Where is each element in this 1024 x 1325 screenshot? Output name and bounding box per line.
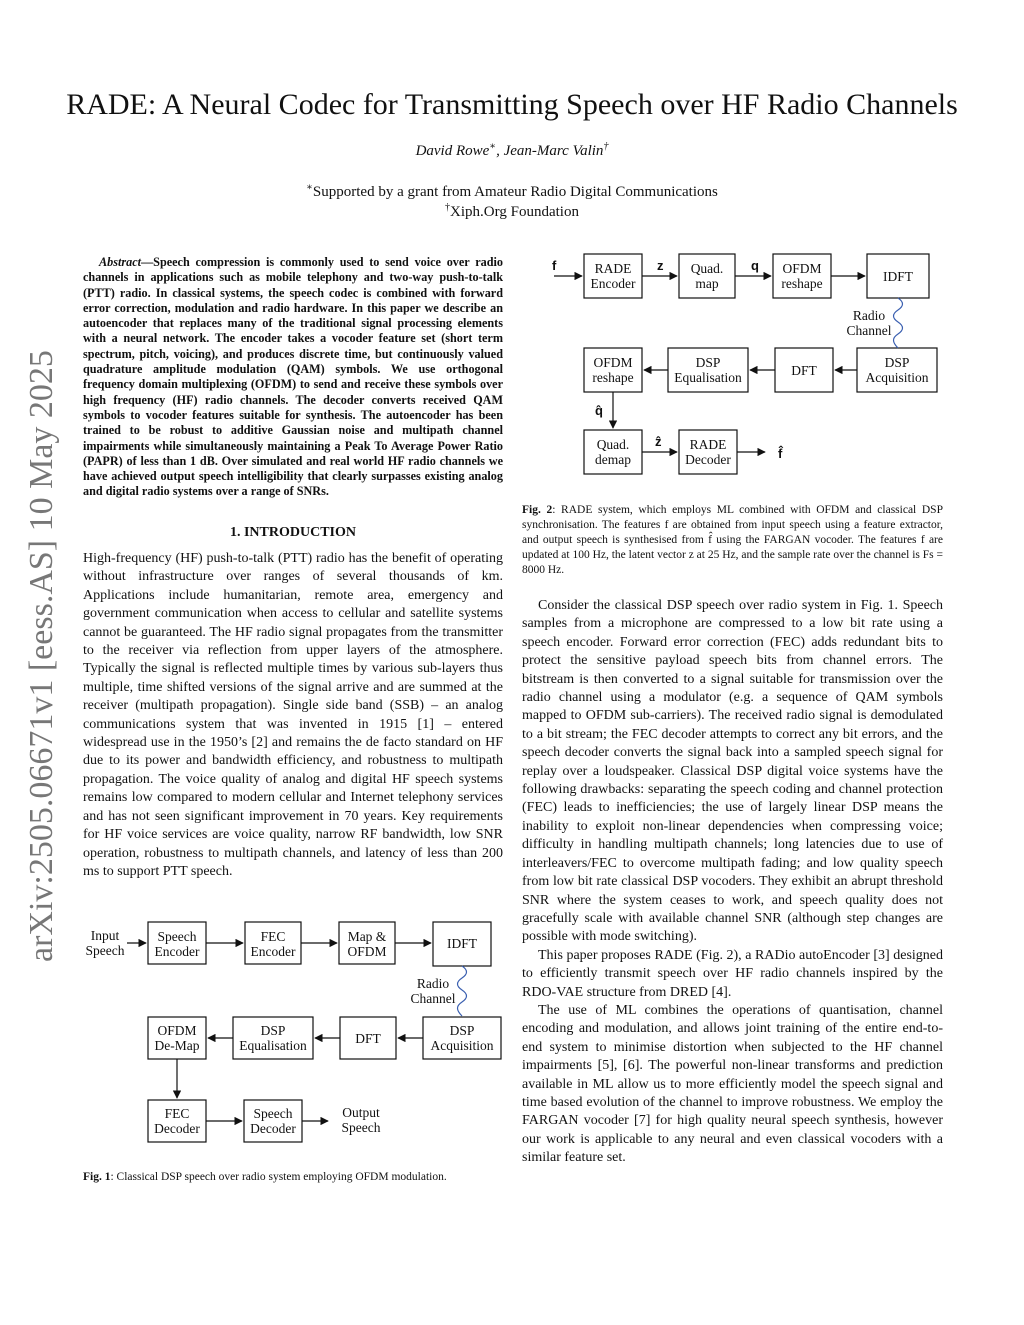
fig2-ofdm-reshape-rx-label-1: OFDM: [593, 355, 633, 370]
fig2-rade-encoder-label-1: RADE: [594, 261, 632, 276]
fig2-ofdm-reshape-label-1: OFDM: [782, 261, 822, 276]
fig1-output-label-1: Output: [342, 1105, 380, 1120]
fig1-input-label-1: Input: [90, 928, 120, 943]
fig2-symbol-f-hat: f̂: [778, 446, 783, 461]
fig1-ofdm-demap-label-2: De-Map: [154, 1038, 200, 1053]
intro-paragraph-2: Consider the classical DSP speech over radio system in Fig. 1. Speech samples from a microphone are compressed to a low bit rate using a speech encoder. Forward error correction (FEC) adds redundant bits to protect the sensitive payload speech bits from channel errors. The bitstream is then converted to a signal suitable for transmission over the radio channel using a modulator (e.g. a sequence of QAM symbols mapped to OFDM sub-carriers). The received radio signal is demodulated to a bit stream; the FEC decoder attempts to correct any bit errors, and the speech decoder converts the signal back into a sampled speech signal for replay over a loudspeaker. Classical DSP digital voice systems have the following drawbacks: separating the speech coding and channel protection (FEC) leads to inefficiencies; the use of largely linear DSP means the inability to exploit non-linear dependencies when compressing voice; difficulty in handling multipath channels; long latencies due to use of interleavers/FEC to overcome multipath fading; and low quality speech from low bit rate classical DSP vocoders. They exhibit an abrupt threshold SNR where the system ceases to work, and speech quality does not gracefully scale with available channel SNR (although step changes are possible with mode switching).: [522, 598, 943, 945]
fig1-dsp-eq-label-1: DSP: [260, 1023, 286, 1038]
fig2-dsp-eq-label-1: DSP: [695, 355, 721, 370]
fig2-symbol-z-hat: ẑ: [655, 434, 662, 449]
affiliation-2: [60, 204, 964, 221]
fig1-map-label-1: Map &: [347, 929, 387, 944]
abstract-label: Abstract: [99, 255, 141, 269]
fig2-quad-map-label-1: Quad.: [690, 261, 724, 276]
arxiv-identifier: arXiv:2505.06671v1 [eess.AS] 10 May 2025: [23, 350, 60, 962]
intro-paragraph-3: This paper proposes RADE (Fig. 2), a RADio autoEncoder [3] designed to efficiently transmit speech over HF radio channels inspired by the RDO-VAE structure from DRED [4].: [522, 947, 943, 1000]
fig1-dsp-acq-label-2: Acquisition: [430, 1038, 494, 1053]
fig1-caption-label: Fig. 1: [83, 1171, 111, 1183]
authors: [60, 143, 964, 160]
affiliation-1-mark: ∗: [306, 182, 313, 193]
fig2-caption-label: Fig. 2: [522, 504, 553, 516]
fig1-speech-encoder-label-2: Encoder: [154, 944, 200, 959]
fig2-rade-encoder-label-2: Encoder: [590, 276, 636, 291]
affiliation-2-mark: †: [445, 202, 451, 213]
affiliation-1: [60, 184, 964, 201]
abstract-text: Speech compression is commonly used to send voice over radio channels in applications such as mobile telephony and two-way push-to-talk (PTT) radio. In classical systems, the speech codec is combined with forward error correction, modulation and radio hardware. In this paper we describe an autoencoder that replaces many of the traditional signal processing elements with a neural network. The encoder takes a vocoder feature set (short term spectrum, pitch, voicing), and produces discrete time, but continuously valued quadrature amplitude modulation (QAM) symbols. We use orthogonal frequency domain multiplexing (OFDM) to send and receive these symbols over high frequency (HF) radio channels. The decoder converts received QAM symbols to vocoder features suitable for synthesis. The autoencoder has been trained to be robust to additive Gaussian noise and multipath channel impairments while simultaneously maintaining a Peak To Average Power Ratio (PAPR) of less than 1 dB. Over simulated and real world HF radio channels we have achieved output speech intelligibility that clearly surpasses existing analog and digital radio systems over a range of SNRs.: [83, 255, 503, 499]
affiliation-1-text: Supported by a grant from Amateur Radio Digital Communications: [312, 184, 718, 200]
fig2-rade-decoder-label-1: RADE: [689, 437, 727, 452]
fig2-quad-demap-label-1: Quad.: [596, 437, 630, 452]
fig1-ofdm-demap-label-1: OFDM: [157, 1023, 197, 1038]
fig2-radio-label-1: Radio: [852, 308, 886, 323]
intro-paragraph-4: The use of ML combines the operations of quantisation, channel encoding and modulation, and allows joint training of the entire end-to-end system to minimise distortion when subjected to the HF channel impairments [5], [6]. The powerful non-linear transforms and prediction available in ML allow us to more efficiently model the speech signal and time based evolution of the channel to improve robustness. We employ the FARGAN vocoder [7] for high quality neural speech synthesis, however our work is applicable to any neural and even classical vocoders with a similar feature set.: [522, 1002, 943, 1166]
fig2-symbol-q-hat: q̂: [595, 403, 603, 418]
fig1-diagram: [83, 910, 513, 1160]
fig1-radio-channel-squiggle: [458, 966, 467, 1016]
author-2-mark: †: [603, 141, 609, 152]
fig1-caption: [83, 1170, 508, 1185]
fig1-output-label-2: Speech: [341, 1120, 381, 1135]
fig2-radio-label-2: Channel: [846, 323, 892, 338]
fig1-fec-decoder-label-1: FEC: [164, 1106, 190, 1121]
fig1-caption-text: : Classical DSP speech over radio system employing OFDM modulation.: [110, 1171, 447, 1183]
fig2-dsp-eq-label-2: Equalisation: [674, 370, 742, 385]
fig1-radio-label-1: Radio: [416, 976, 450, 991]
author-separator: ,: [496, 143, 504, 159]
fig1-fec-decoder-label-2: Decoder: [154, 1121, 200, 1136]
fig2-diagram: [540, 248, 950, 488]
fig1-map-label-2: OFDM: [347, 944, 387, 959]
fig1-speech-decoder-label-2: Decoder: [250, 1121, 296, 1136]
fig2-ofdm-reshape-label-2: reshape: [781, 276, 823, 291]
paper-title: RADE: A Neural Codec for Transmitting Speech over HF Radio Channels: [66, 88, 958, 121]
fig2-idft-label: IDFT: [883, 269, 913, 284]
author-1-mark: ∗: [489, 141, 497, 152]
intro-paragraph-1: High-frequency (HF) push-to-talk (PTT) radio has the benefit of operating without infrastructure over ranges of several thousands of km. Applications include humanitarian, remote area, emergency and government communication when access to cellular and satellite systems cannot be guaranteed. The HF radio signal propagates from the transmitter to the receiver via reflection from upper layers of the atmosphere. Typically the signal is reflected multiple times by various sub-layers thus multiple, time shifted versions of the signal arrive and are summed at the receiver (multipath propagation). Single side band (SSB) – an analog communications system that was invented in 1915 [1] – entered widespread use in the 1950’s [2] and remains the de facto standard on HF due to its power and bandwidth efficiency, and robustness to multipath propagation. The voice quality of analog and digital HF speech systems remains low compared to modern cellular and Internet telephony services and has not seen significant improvement in 70 years. Key requirements for HF voice services are voice quality, narrow RF bandwidth, low SNR operation, robustness to multipath channels, and latency of less than 200 ms to support PTT speech.: [83, 551, 503, 879]
column-2-text: [522, 597, 943, 1168]
fig1-dsp-eq-label-2: Equalisation: [239, 1038, 307, 1053]
fig1-input-label-2: Speech: [85, 943, 125, 958]
fig2-radio-channel-squiggle: [894, 298, 903, 348]
fig1-radio-label-2: Channel: [410, 991, 456, 1006]
fig2-caption-text: : RADE system, which employs ML combined with OFDM and classical DSP synchronisation. The features f are obtained from input speech using a feature extractor, and output speech is synthesised from f̂ using the FARGAN vocoder. The features f are updated at 100 Hz, the latent vector z at 25 Hz, and the sample rate over the channel is Fs = 8000 Hz.: [522, 504, 943, 576]
fig2-dft-label: DFT: [791, 363, 817, 378]
author-2: Jean-Marc Valin: [503, 143, 604, 159]
abstract-dash: —: [140, 255, 154, 269]
fig2-quad-demap-label-2: demap: [595, 452, 631, 467]
affiliation-2-text: Xiph.Org Foundation: [450, 204, 579, 220]
fig1-idft-label: IDFT: [447, 936, 477, 951]
fig2-quad-map-label-2: map: [695, 276, 719, 291]
author-1: David Rowe: [415, 143, 490, 159]
fig2-symbol-q: q: [751, 258, 759, 273]
fig2-symbol-z: z: [657, 258, 664, 273]
fig2-dsp-acq-label-2: Acquisition: [865, 370, 929, 385]
fig2-dsp-acq-label-1: DSP: [884, 355, 910, 370]
section-heading-introduction: 1. INTRODUCTION: [229, 525, 356, 540]
fig1-dft-label: DFT: [355, 1031, 381, 1046]
fig1-fec-encoder-label-2: Encoder: [250, 944, 296, 959]
fig2-ofdm-reshape-rx-label-2: reshape: [592, 370, 634, 385]
fig1-speech-encoder-label-1: Speech: [157, 929, 197, 944]
fig2-rade-decoder-label-2: Decoder: [685, 452, 731, 467]
abstract: [83, 255, 503, 500]
fig1-dsp-acq-label-1: DSP: [449, 1023, 475, 1038]
fig2-caption: [522, 503, 943, 578]
fig1-speech-decoder-label-1: Speech: [253, 1106, 293, 1121]
fig2-symbol-f: f: [552, 258, 557, 273]
fig1-fec-encoder-label-1: FEC: [260, 929, 286, 944]
